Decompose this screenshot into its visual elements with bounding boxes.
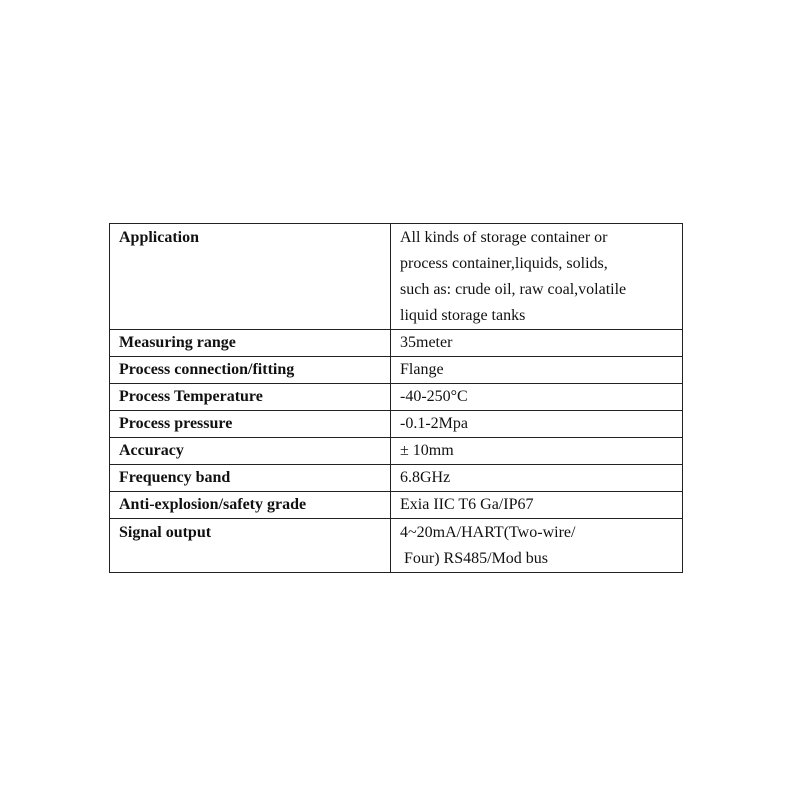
table-row-safety-grade (110, 492, 683, 519)
parameter-label: Anti-explosion/safety grade (110, 492, 391, 519)
parameter-value (391, 224, 683, 330)
parameter-label: Process connection/fitting (110, 357, 391, 384)
value-line: 4~20mA/HART(Two-wire/ (400, 524, 576, 541)
parameter-value (391, 438, 683, 465)
table-row-accuracy (110, 438, 683, 465)
parameter-value (391, 492, 683, 519)
table-row-application (110, 224, 683, 330)
parameter-label: Accuracy (110, 438, 391, 465)
table-row-process-connection (110, 357, 683, 384)
parameter-value (391, 384, 683, 411)
value-line: -40-250°C (400, 388, 468, 405)
parameter-label: Process Temperature (110, 384, 391, 411)
table-row-frequency-band (110, 465, 683, 492)
value-line: such as: crude oil, raw coal,volatile (400, 281, 627, 298)
parameter-label: Measuring range (110, 330, 391, 357)
value-line: 6.8GHz (400, 469, 451, 486)
value-line: Four) RS485/Mod bus (404, 550, 549, 567)
value-line: process container,liquids, solids, (400, 255, 608, 272)
parameter-value (391, 465, 683, 492)
value-line: liquid storage tanks (400, 307, 526, 324)
table-row-process-temperature (110, 384, 683, 411)
specification-table (109, 223, 683, 573)
table-row-signal-output (110, 519, 683, 573)
parameter-value (391, 357, 683, 384)
value-line: Flange (400, 361, 444, 378)
parameter-value (391, 519, 683, 573)
table-row-process-pressure (110, 411, 683, 438)
parameter-label: Application (110, 224, 391, 330)
parameter-label: Frequency band (110, 465, 391, 492)
value-line: All kinds of storage container or (400, 229, 608, 246)
value-line: -0.1-2Mpa (400, 415, 468, 432)
value-line: 35meter (400, 334, 453, 351)
table-row-measuring-range (110, 330, 683, 357)
parameter-label: Process pressure (110, 411, 391, 438)
parameter-label: Signal output (110, 519, 391, 573)
value-line: Exia IIC T6 Ga/IP67 (400, 496, 534, 513)
parameter-value (391, 411, 683, 438)
parameter-value (391, 330, 683, 357)
value-line: ± 10mm (400, 442, 454, 459)
